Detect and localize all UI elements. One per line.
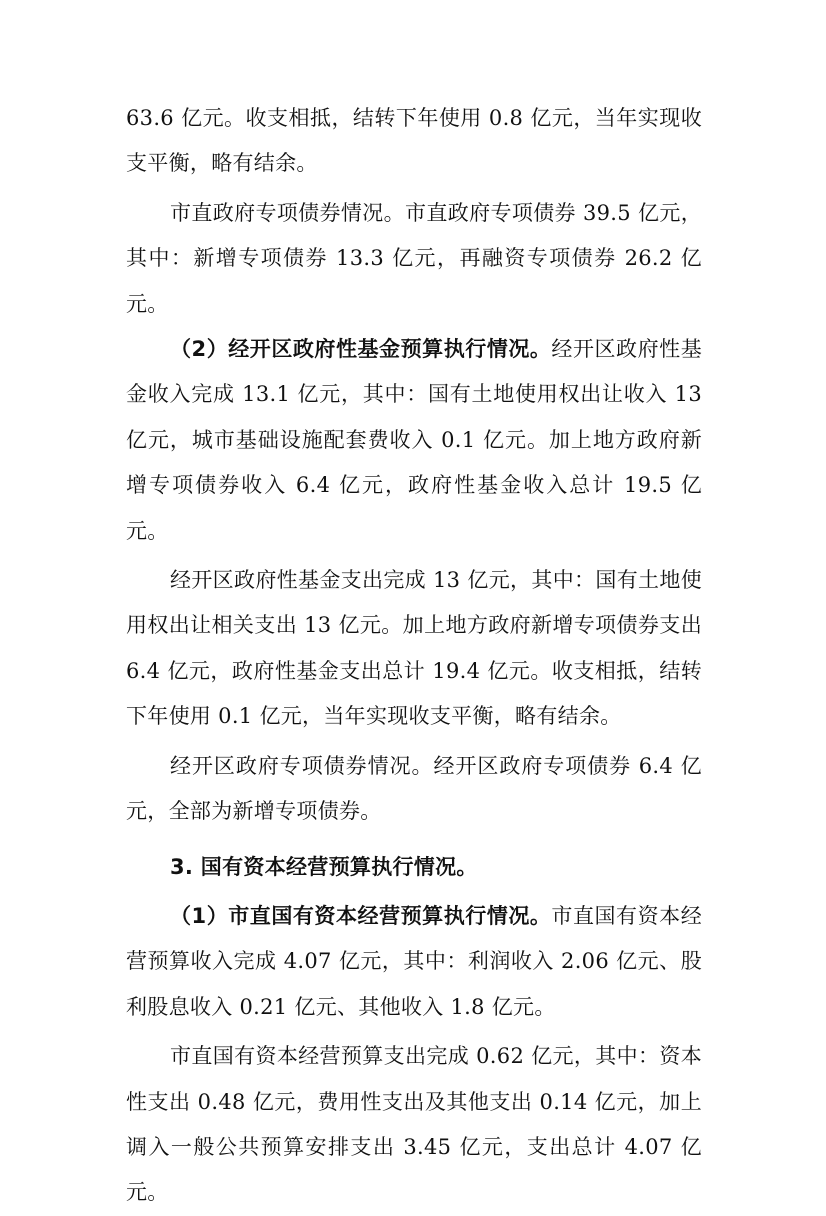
paragraph-city-special-bonds: 市直政府专项债券情况。市直政府专项债券 39.5 亿元，其中：新增专项债券 13.3 亿元，再融资专项债券 26.2 亿元。 [126, 200, 702, 316]
paragraph-devzone-fund-expense: 经开区政府性基金支出完成 13 亿元，其中：国有土地使用权出让相关支出 13 亿元。加上地方政府新增专项债券支出 6.4 亿元，政府性基金支出总计 19.4 亿元。收支相抵，结转下年使用 0.1 亿元，当年实现收支平衡，略有结余。 [126, 568, 702, 729]
paragraph-devzone-fund-income-body: 经开区政府性基金收入完成 13.1 亿元，其中：国有土地使用权出让收入 13 亿元，城市基础设施配套费收入 0.1 亿元。加上地方政府新增专项债券收入 6.4 亿元，政府性基金收入总计 19.5 亿元。 [126, 337, 702, 543]
paragraph-city-capital-income [126, 894, 702, 1030]
section-lead-city-capital: （1）市直国有资本经营预算执行情况。 [170, 903, 552, 928]
paragraph-devzone-fund-income [126, 327, 702, 554]
section-heading-state-capital: 3. 国有资本经营预算执行情况。 [170, 854, 478, 879]
paragraph-city-capital-income-body: 市直国有资本经营预算收入完成 4.07 亿元，其中：利润收入 2.06 亿元、股利股息收入 0.21 亿元、其他收入 1.8 亿元。 [126, 903, 702, 1019]
section-lead-devzone-fund: （2）经开区政府性基金预算执行情况。 [170, 337, 552, 362]
document-page [126, 96, 702, 1216]
paragraph-city-capital-expense: 市直国有资本经营预算支出完成 0.62 亿元，其中：资本性支出 0.48 亿元，费用性支出及其他支出 0.14 亿元，加上调入一般公共预算安排支出 3.45 亿元，支出总计 4.07 亿元。 [126, 1044, 702, 1205]
paragraph-devzone-special-bonds: 经开区政府专项债券情况。经开区政府专项债券 6.4 亿元，全部为新增专项债券。 [126, 753, 702, 824]
paragraph-fund-balance: 63.6 亿元。收支相抵，结转下年使用 0.8 亿元，当年实现收支平衡，略有结余。 [126, 106, 702, 176]
